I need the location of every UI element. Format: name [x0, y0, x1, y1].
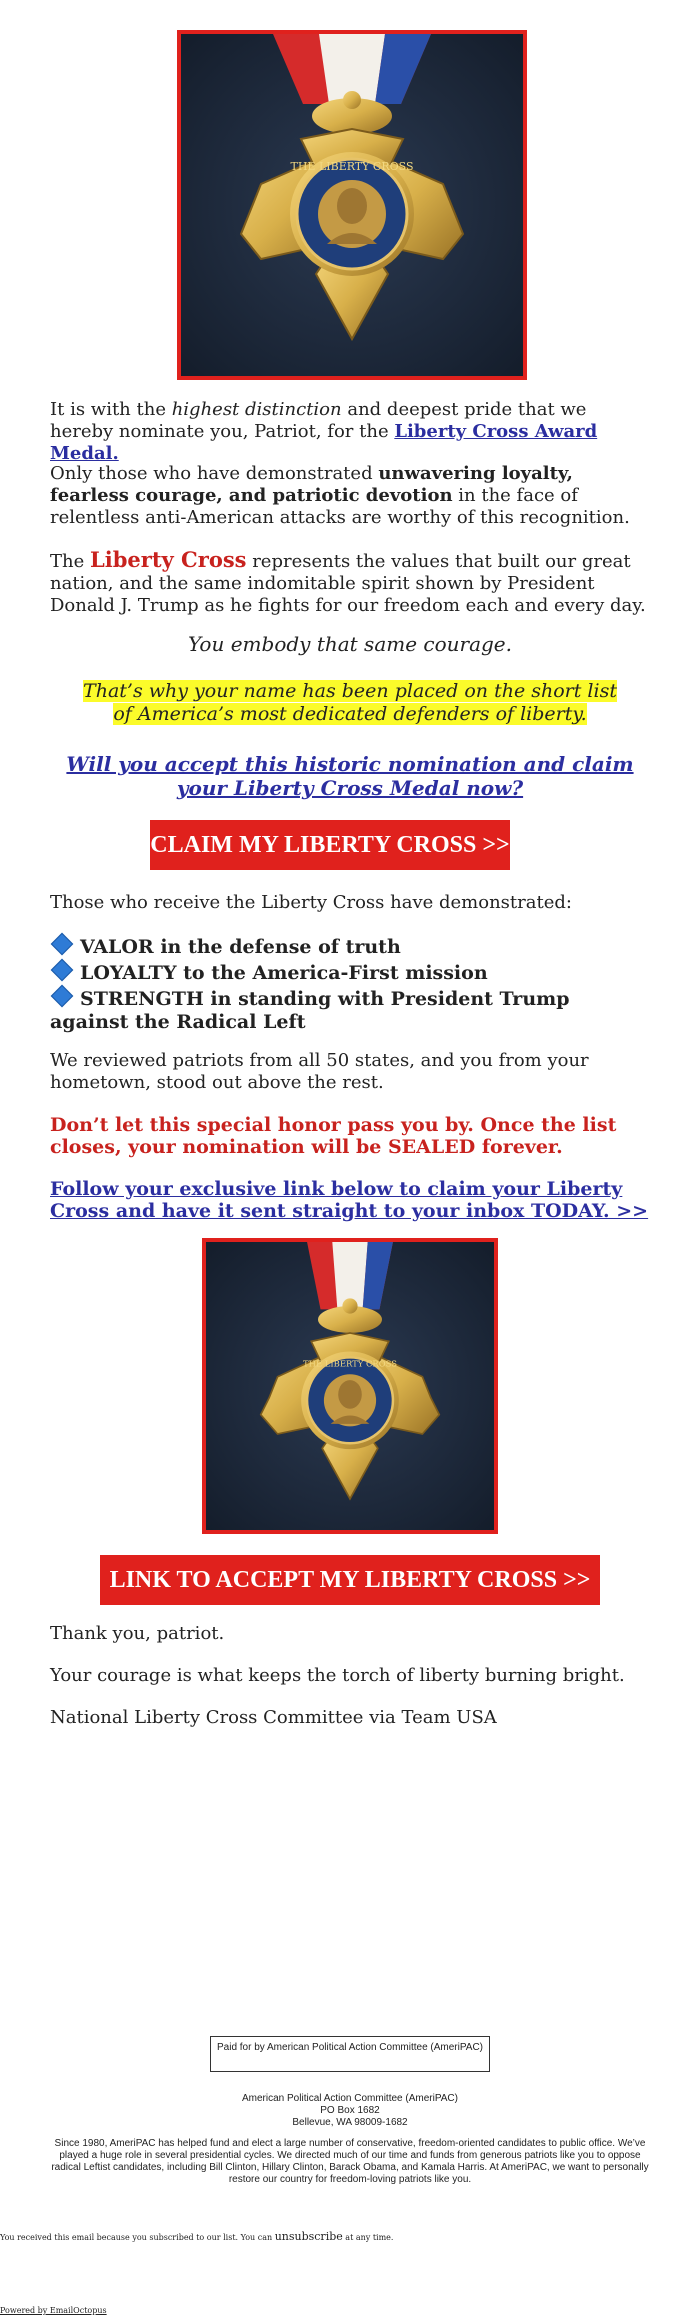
org-name: American Political Action Committee (AmeriPAC) [242, 2093, 458, 2104]
worthy-paragraph [50, 463, 650, 529]
liberty-cross-award-link[interactable]: Liberty Cross Award Medal. [50, 421, 598, 464]
subscription-notice [0, 2230, 700, 2243]
short-list-highlight [75, 680, 625, 726]
bullet-valor-text: VALOR in the defense of truth [80, 936, 401, 958]
accept-nomination-link[interactable]: Will you accept this historic nomination and claim your Liberty Cross Medal now? [66, 752, 634, 800]
follow-exclusive-link[interactable]: Follow your exclusive link below to claim your Liberty Cross and have it sent straight to your inbox TODAY. >> [50, 1178, 649, 1222]
subscription-text-2: at any time. [342, 2233, 394, 2242]
worthy-text-2: in the face of relentless anti-American attacks are worthy of this recognition. [50, 485, 630, 528]
org-po-box: PO Box 1682 [320, 2105, 380, 2116]
receive-intro: Those who receive the Liberty Cross have demonstrated: [50, 892, 572, 913]
liberty-cross-medal-illustration [206, 1242, 494, 1530]
blue-diamond-icon [51, 959, 74, 982]
warning-paragraph: Don’t let this special honor pass you by. Once the list closes, your nomination will be SEALED forever. [50, 1114, 617, 1158]
blue-diamond-icon [51, 933, 74, 956]
intro-paragraph [50, 399, 650, 465]
unsubscribe-link[interactable]: unsubscribe [274, 2230, 343, 2243]
bullet-valor [50, 936, 650, 959]
bullet-loyalty [50, 962, 650, 985]
blue-diamond-icon [51, 985, 74, 1008]
claim-liberty-cross-button[interactable]: CLAIM MY LIBERTY CROSS >> [150, 820, 510, 870]
powered-by [0, 2306, 107, 2315]
emailoctopus-link[interactable]: Powered by EmailOctopus [0, 2306, 107, 2315]
values-paragraph [50, 549, 650, 617]
reviewed-paragraph: We reviewed patriots from all 50 states, and you from your hometown, stood out above the rest. [50, 1050, 589, 1093]
embody-line: You embody that same courage. [187, 632, 513, 656]
accept-question-link-wrap [65, 752, 635, 800]
medal-image-bottom [202, 1238, 498, 1534]
paid-for-disclaimer-box [210, 2036, 490, 2072]
intro-emphasis: highest distinction [171, 399, 342, 420]
intro-text-2: and deepest pride that we hereby nominate you, Patriot, for the [50, 399, 587, 442]
signature-line: National Liberty Cross Committee via Team USA [50, 1707, 497, 1728]
courage-line: Your courage is what keeps the torch of liberty burning bright. [50, 1665, 625, 1686]
org-city: Bellevue, WA 98009-1682 [292, 2117, 408, 2128]
worthy-text-1: Only those who have demonstrated [50, 463, 379, 484]
subscription-text-1: You received this email because you subscribed to our list. You can [0, 2233, 275, 2242]
bullet-strength-text: STRENGTH in standing with President Trump against the Radical Left [50, 988, 570, 1033]
follow-link-wrap [50, 1178, 650, 1222]
paid-for-text: Paid for by American Political Action Committee (AmeriPAC) [216, 2042, 483, 2053]
medal-seal-text: THE LIBERTY CROSS [290, 160, 414, 173]
liberty-cross-medal-illustration [181, 34, 523, 376]
org-address [150, 2093, 550, 2129]
liberty-cross-red-text: Liberty Cross [89, 547, 247, 572]
values-text-1: The [50, 551, 90, 572]
bullet-strength [50, 988, 650, 1034]
org-about: Since 1980, AmeriPAC has helped fund and elect a large number of conservative, freedom-oriented candidates to public office. We’ve played a huge role in several presidential cycles. We directed much of our time and funds from generous patriots like you to oppose radical Leftist candidates, including Bill Clinton, Hillary Clinton, Barack Obama, and Kamala Harris. At AmeriPAC, we want to personally restore our country for freedom-loving patriots like you. [51, 2138, 649, 2185]
medal-seal-text: THE LIBERTY CROSS [303, 1358, 397, 1369]
thank-you-line: Thank you, patriot. [50, 1623, 225, 1644]
worthy-bold: unwavering loyalty, fearless courage, and patriotic devotion [50, 463, 573, 506]
intro-text-1: It is with the [50, 399, 172, 420]
highlight-text: That’s why your name has been placed on the short list of America’s most dedicated defenders of liberty. [83, 680, 617, 725]
values-text-2: represents the values that built our great nation, and the same indomitable spirit shown by President Donald J. Trump as he fights for our freedom each and every day. [50, 551, 646, 616]
medal-image-top [177, 30, 527, 380]
bullet-loyalty-text: LOYALTY to the America-First mission [80, 962, 488, 984]
accept-liberty-cross-button[interactable]: LINK TO ACCEPT MY LIBERTY CROSS >> [100, 1555, 600, 1605]
